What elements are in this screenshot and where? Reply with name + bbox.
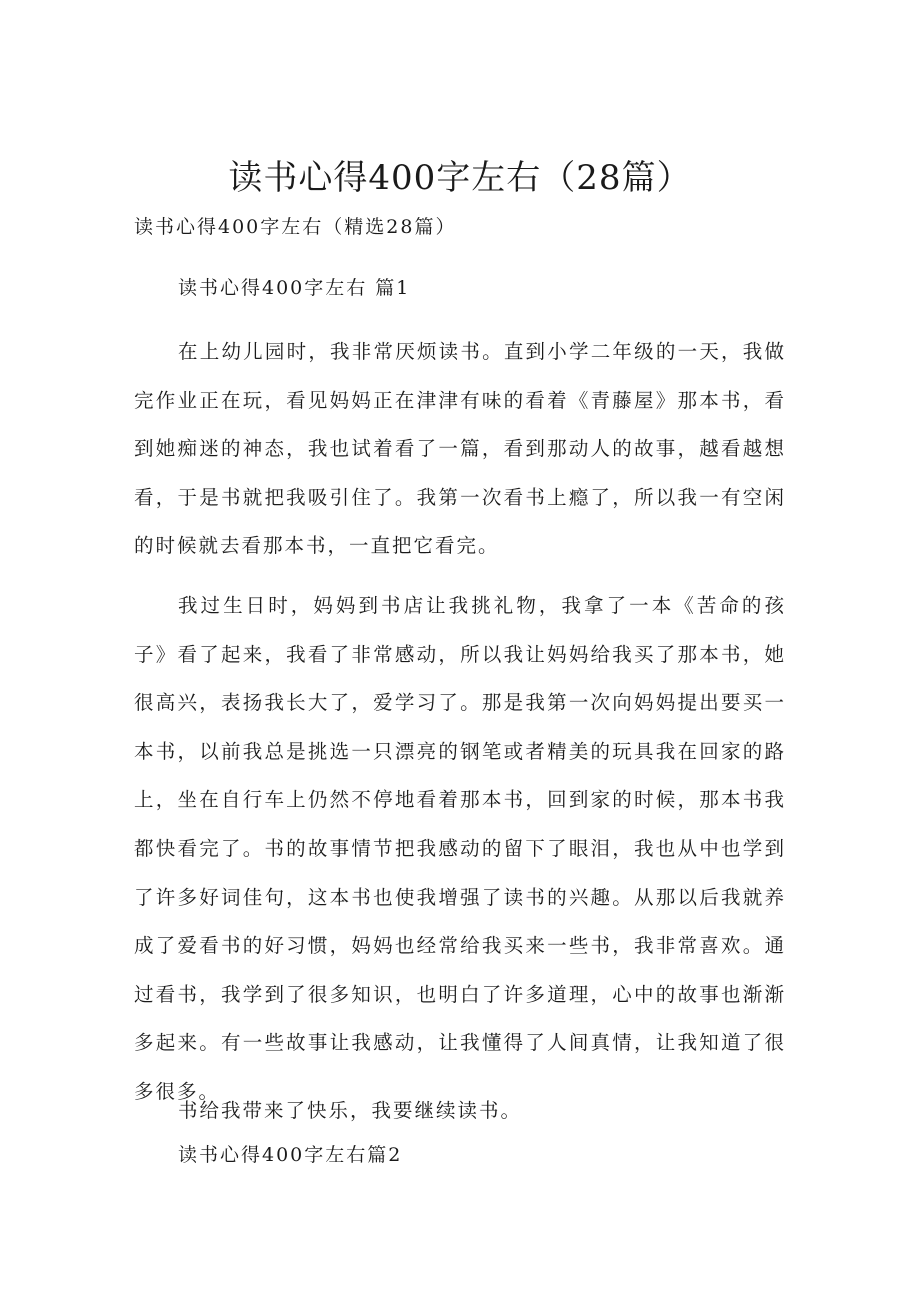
paragraph-2: 我过生日时，妈妈到书店让我挑礼物，我拿了一本《苦命的孩子》看了起来，我看了非常感动，所以我让妈妈给我买了那本书，她很高兴，表扬我长大了，爱学习了。那是我第一次向妈妈提出要买一本书，以前我总是挑选一只漂亮的钢笔或者精美的玩具我在回家的路上，坐在自行车上仍然不停地看着那本书，回到家的时候，那本书我都快看完了。书的故事情节把我感动的留下了眼泪，我也从中也学到了许多好词佳句，这本书也使我增强了读书的兴趣。从那以后我就养成了爱看书的好习惯，妈妈也经常给我买来一些书，我非常喜欢。通过看书，我学到了很多知识，也明白了许多道理，心中的故事也渐渐多起来。有一些故事让我感动，让我懂得了人间真情，让我知道了很多很多。 (134, 594, 786, 1103)
paragraph-1: 在上幼儿园时，我非常厌烦读书。直到小学二年级的一天，我做完作业正在玩，看见妈妈正在津津有味的看着《青藤屋》那本书，看到她痴迷的神态，我也试着看了一篇，看到那动人的故事，越看越想看，于是书就把我吸引住了。我第一次看书上瘾了，所以我一有空闲的时候就去看那本书，一直把它看完。 (134, 340, 786, 558)
paragraph-3: 书给我带来了快乐，我要继续读书。 (178, 1099, 523, 1122)
section-heading-1: 读书心得400字左右 篇1 (178, 277, 411, 299)
document-title: 读书心得400字左右（28篇） (228, 158, 692, 198)
document-subtitle: 读书心得400字左右（精选28篇） (134, 216, 457, 238)
section-heading-2: 读书心得400字左右篇2 (178, 1144, 403, 1166)
